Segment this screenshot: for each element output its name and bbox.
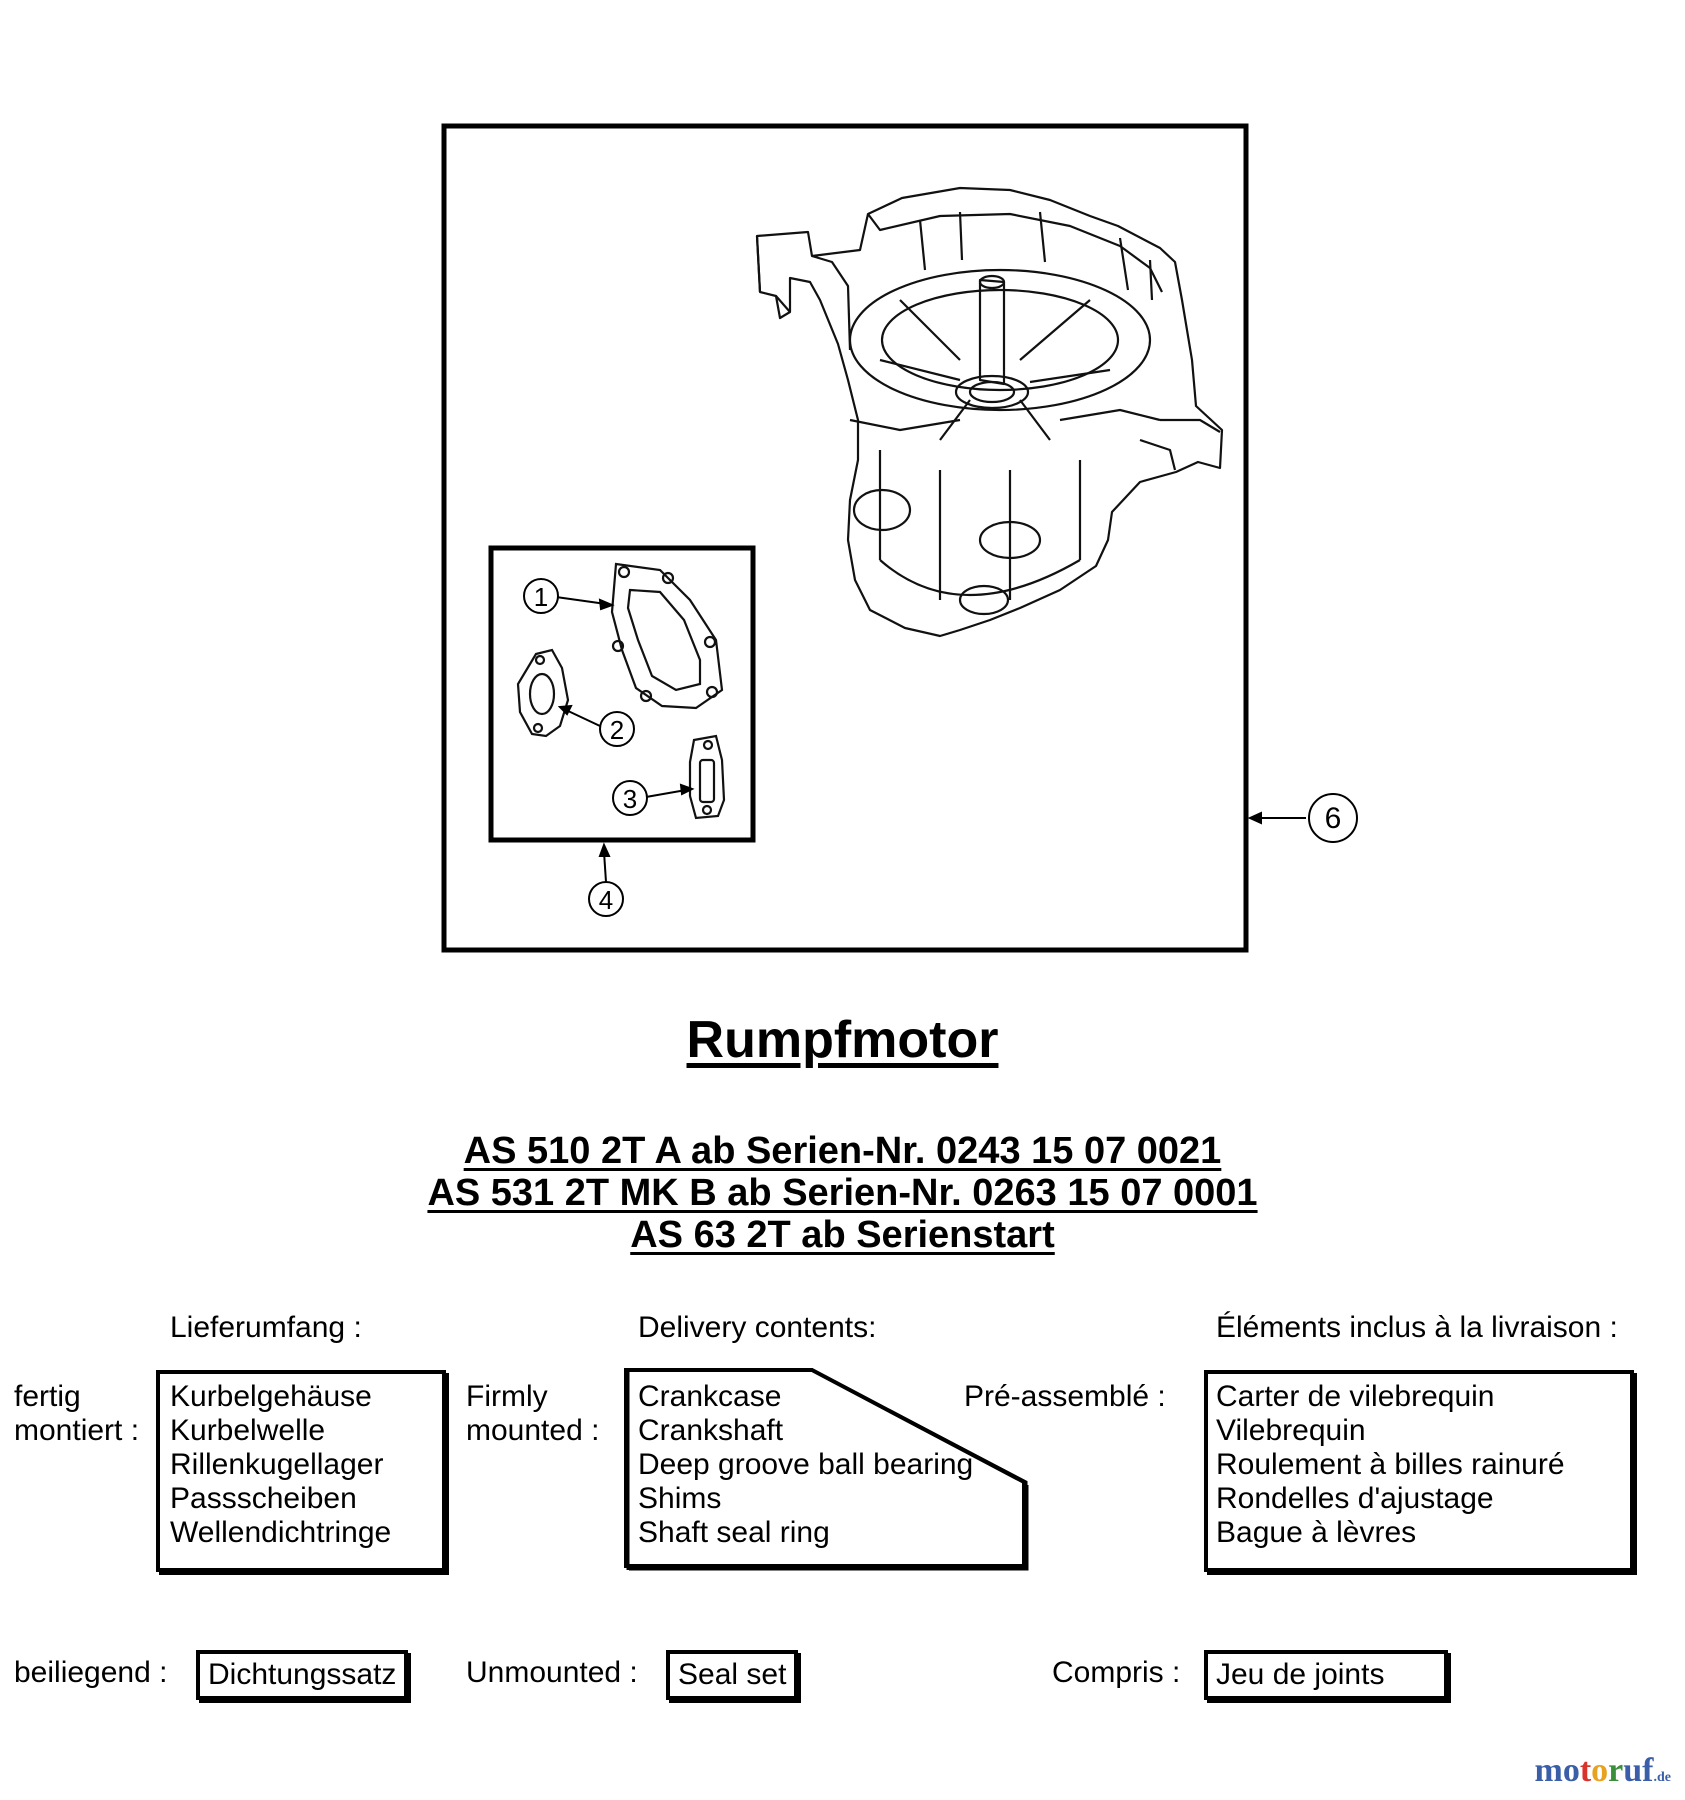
crankcase-illustration — [757, 188, 1222, 636]
french-loose-label: Compris : — [1052, 1656, 1181, 1689]
watermark-letter: o — [1562, 1752, 1580, 1789]
list-item: Shaft seal ring — [638, 1516, 830, 1549]
motoruf-watermark-logo — [1535, 1752, 1672, 1790]
german-mounted-label: fertig montiert : — [14, 1380, 140, 1447]
list-item: Rillenkugellager — [170, 1448, 384, 1481]
english-items-list — [638, 1380, 973, 1550]
list-item: Shims — [638, 1482, 722, 1515]
callout-2: 2 — [609, 715, 625, 745]
french-loose-item: Jeu de joints — [1204, 1650, 1448, 1700]
french-header: Éléments inclus à la livraison : — [1216, 1311, 1618, 1344]
gasket-1 — [612, 564, 722, 708]
subtitle-line-3: AS 63 2T ab Serienstart — [630, 1214, 1055, 1256]
callout-1: 1 — [533, 582, 549, 612]
list-item: Passscheiben — [170, 1482, 357, 1515]
german-items-list — [170, 1380, 391, 1550]
german-loose-item: Dichtungssatz — [196, 1650, 408, 1700]
french-items-list — [1216, 1380, 1565, 1550]
german-header: Lieferumfang : — [170, 1311, 362, 1344]
list-item: Kurbelwelle — [170, 1414, 326, 1447]
watermark-letter: r — [1608, 1752, 1624, 1789]
english-mounted-label: Firmly mounted : — [466, 1380, 600, 1447]
callout-3: 3 — [622, 784, 638, 814]
german-loose-label: beiliegend : — [14, 1656, 168, 1689]
list-item: Crankshaft — [638, 1414, 784, 1447]
list-item: Deep groove ball bearing — [638, 1448, 974, 1481]
list-item: Bague à lèvres — [1216, 1516, 1417, 1549]
watermark-letter: m — [1534, 1752, 1563, 1789]
list-item: Crankcase — [638, 1380, 782, 1413]
callout-6: 6 — [1324, 802, 1342, 835]
callout-4: 4 — [598, 885, 614, 915]
subtitle-line-2: AS 531 2T MK B ab Serien-Nr. 0263 15 07 0001 — [427, 1172, 1258, 1214]
page-title: Rumpfmotor — [686, 1011, 999, 1069]
french-mounted-label: Pré-assemblé : — [964, 1380, 1166, 1413]
gasket-3 — [690, 736, 724, 818]
subtitle-line-1: AS 510 2T A ab Serien-Nr. 0243 15 07 0021 — [463, 1130, 1222, 1172]
list-item: Roulement à billes rainuré — [1216, 1448, 1565, 1481]
list-item: Kurbelgehäuse — [170, 1380, 372, 1413]
english-header: Delivery contents: — [638, 1311, 877, 1344]
english-loose-label: Unmounted : — [466, 1656, 638, 1689]
list-item: Rondelles d'ajustage — [1216, 1482, 1494, 1515]
watermark-letter: u — [1623, 1752, 1643, 1789]
gasket-2 — [518, 650, 568, 736]
list-item: Wellendichtringe — [170, 1516, 392, 1549]
watermark-letter: o — [1591, 1752, 1609, 1789]
english-loose-item: Seal set — [666, 1650, 798, 1700]
list-item: Vilebrequin — [1216, 1414, 1366, 1447]
list-item: Carter de vilebrequin — [1216, 1380, 1495, 1413]
watermark-letter: t — [1579, 1752, 1592, 1789]
watermark-letter: f — [1642, 1752, 1654, 1789]
watermark-suffix: .de — [1653, 1770, 1671, 1785]
